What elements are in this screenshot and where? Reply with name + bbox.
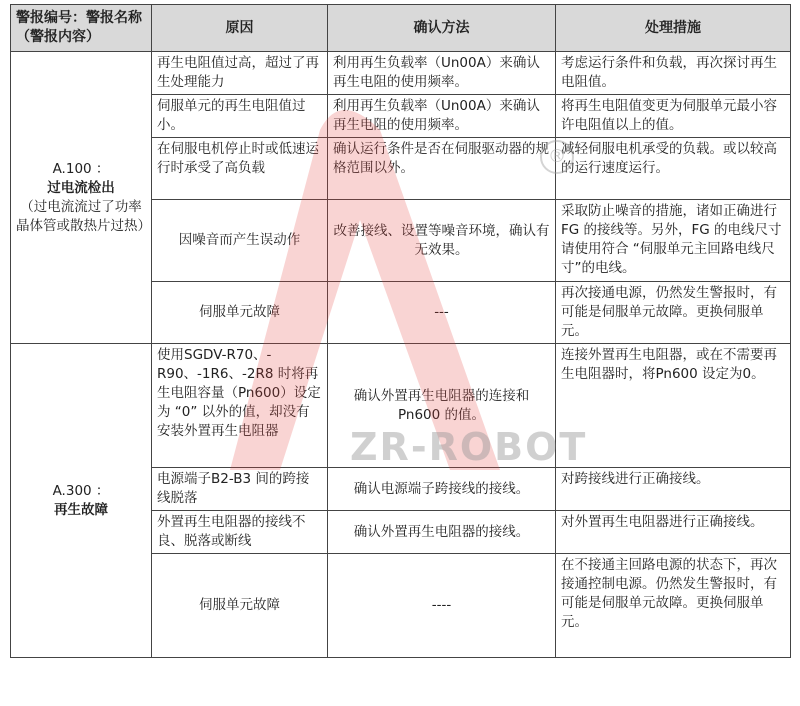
cause-cell: 电源端子B2-B3 间的跨接线脱落	[152, 468, 328, 511]
alarm-code-cell	[11, 52, 152, 344]
action-cell: 将再生电阻值变更为伺服单元最小容许电阻值以上的值。	[556, 95, 791, 138]
cause-cell: 伺服单元故障	[152, 554, 328, 658]
check-cell: 确认外置再生电阻器的连接和Pn600 的值。	[328, 344, 556, 468]
action-cell: 采取防止噪音的措施，诸如正确进行FG 的接线等。另外，FG 的电线尺寸请使用符合 “伺服单元主回路电线尺寸”的电线。	[556, 200, 791, 282]
check-cell: ----	[328, 554, 556, 658]
cause-cell: 伺服单元的再生电阻值过小。	[152, 95, 328, 138]
header-code: 警报编号：警报名称（警报内容）	[11, 5, 152, 52]
check-cell: 利用再生负载率（Un00A）来确认再生电阻的使用频率。	[328, 52, 556, 95]
watermark-text: ZR-ROBOT	[350, 425, 588, 469]
cause-cell: 伺服单元故障	[152, 282, 328, 344]
cause-cell: 外置再生电阻器的接线不良、脱落或断线	[152, 511, 328, 554]
cause-cell: 在伺服电机停止时或低速运行时承受了高负载	[152, 138, 328, 200]
cause-cell: 因噪音而产生误动作	[152, 200, 328, 282]
cause-cell: 使用SGDV-R70、-R90、-1R6、-2R8 时将再生电阻容量（Pn600）设定为 “0” 以外的值，却没有安装外置再生电阻器	[152, 344, 328, 468]
check-cell: 确认电源端子跨接线的接线。	[328, 468, 556, 511]
table-header-row	[11, 5, 791, 52]
action-cell: 考虑运行条件和负载，再次探讨再生电阻值。	[556, 52, 791, 95]
check-cell: 改善接线、设置等噪音环境，确认有无效果。	[328, 200, 556, 282]
table-row	[11, 344, 791, 468]
check-cell: 确认运行条件是否在伺服驱动器的规格范围以外。	[328, 138, 556, 200]
header-action: 处理措施	[556, 5, 791, 52]
alarm-name: 过电流检出	[47, 179, 115, 196]
alarm-id: A.300 ：	[52, 482, 110, 499]
check-cell: ---	[328, 282, 556, 344]
header-check: 确认方法	[328, 5, 556, 52]
alarm-table	[10, 4, 791, 658]
action-cell: 再次接通电源，仍然发生警报时，有可能是伺服单元故障。更换伺服单元。	[556, 282, 791, 344]
cause-cell: 再生电阻值过高，超过了再生处理能力	[152, 52, 328, 95]
check-cell: 确认外置再生电阻器的接线。	[328, 511, 556, 554]
action-cell: 在不接通主回路电源的状态下，再次接通控制电源。仍然发生警报时，有可能是伺服单元故障。更换伺服单元。	[556, 554, 791, 658]
action-cell: 对外置再生电阻器进行正确接线。	[556, 511, 791, 554]
alarm-id: A.100 ：	[52, 160, 110, 177]
action-cell: 连接外置再生电阻器，或在不需要再生电阻器时，将Pn600 设定为0。	[556, 344, 791, 468]
check-cell: 利用再生负载率（Un00A）来确认再生电阻的使用频率。	[328, 95, 556, 138]
alarm-name: 再生故障	[54, 501, 108, 518]
action-cell: 对跨接线进行正确接线。	[556, 468, 791, 511]
table-row	[11, 52, 791, 95]
header-cause: 原因	[152, 5, 328, 52]
watermark-registered-mark: ®	[540, 140, 574, 174]
alarm-code-cell	[11, 344, 152, 658]
alarm-desc: （过电流流过了功率晶体管或散热片过热）	[16, 198, 151, 234]
action-cell: 减轻伺服电机承受的负载。或以较高的运行速度运行。	[556, 138, 791, 200]
